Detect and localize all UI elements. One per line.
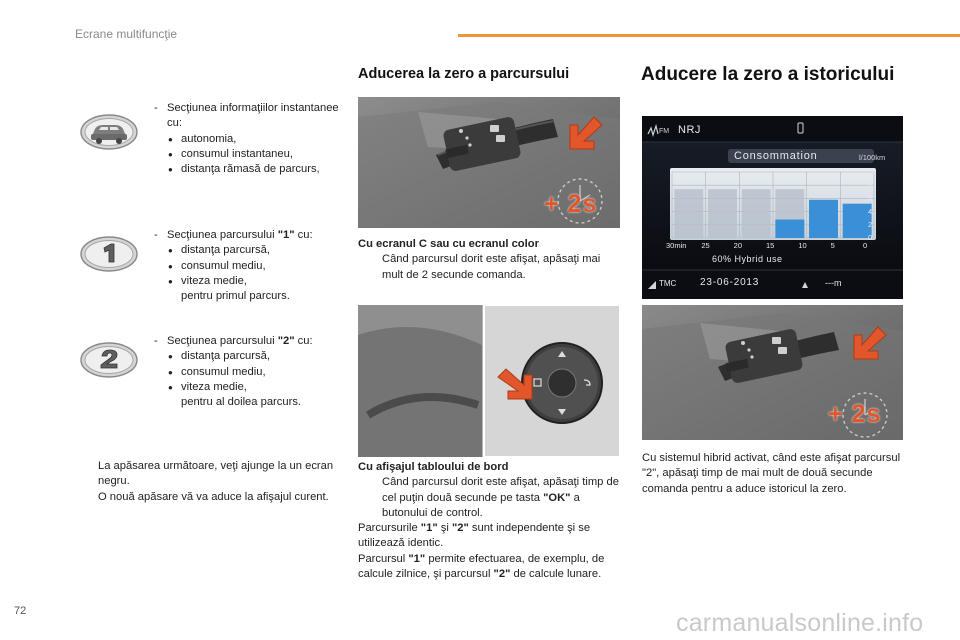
paragraph-1: [358, 521, 626, 552]
instant-section: [154, 101, 344, 177]
x-tick-label: 10: [798, 241, 807, 250]
list-item: ● viteza medie,: [167, 380, 344, 395]
bar-grey-1: [708, 189, 737, 238]
text-run: sunt independente şi se utilizează identic.: [358, 522, 591, 550]
stalk-photo: [358, 97, 620, 228]
running-header: Ecrane multifuncţie: [75, 27, 178, 41]
x-tick-label: 30min: [666, 241, 687, 250]
distance-label: ---m: [825, 278, 842, 288]
trip-ref: "2": [451, 522, 469, 535]
trip-2-intro-pre: Secţiunea parcursului: [167, 335, 278, 347]
dash: -: [154, 335, 158, 347]
trip-1-number: "1": [277, 229, 295, 241]
middle-heading: Aducerea la zero a parcursului: [358, 66, 570, 82]
text-run: de calcule lunare.: [510, 568, 602, 581]
plus-2s-label: + 2s: [544, 190, 598, 218]
trip-ref: "1": [420, 522, 438, 535]
text-run: Parcursurile: [358, 522, 421, 535]
bar-grey-0: [674, 189, 703, 238]
car-icon: [80, 114, 138, 150]
y-tick-label: 0: [868, 233, 873, 242]
stalk-photo-right: [642, 305, 903, 440]
text-run: Parcursul: [358, 552, 409, 565]
trip-1-section: [154, 228, 344, 304]
y-tick-label: 8: [868, 180, 873, 190]
screen-caption-title: Cu ecranul C sau cu ecranul color: [358, 238, 539, 250]
ok-key: "OK": [543, 491, 571, 504]
list-item: ● distanţa parcursă,: [167, 349, 344, 364]
tmc-label: TMC: [659, 279, 677, 288]
consumption-screen: [642, 116, 903, 299]
dash-caption: [358, 460, 626, 582]
instant-intro: Secţiunea informaţiilor instantanee cu:: [167, 102, 339, 130]
x-tick-label: 5: [830, 241, 835, 250]
band-label: FM: [659, 128, 670, 135]
dash: -: [154, 229, 158, 241]
note-line-2: O nouă apăsare vă va aduce la afişajul curent.: [98, 490, 329, 503]
trip-1-intro-post: cu:: [294, 229, 313, 241]
list-item: ● consumul instantaneu,: [167, 147, 344, 162]
right-heading: Aducere la zero a istoricului: [641, 64, 895, 85]
control-button-photo: [358, 305, 620, 457]
list-item: ● autonomia,: [167, 132, 344, 147]
note-line-1: La apăsarea următoare, veţi ajunge la un ecran negru.: [98, 460, 334, 488]
dash-caption-text-post: a butonului de control.: [382, 491, 580, 519]
list-item: ● consumul mediu,: [167, 365, 344, 380]
screen-caption-text: Când parcursul dorit este afişat, apăsaţi mai mult de 2 secunde comanda.: [382, 253, 601, 281]
dash-caption-text-pre: Când parcursul dorit este afişat, apăsaţi timp de cel puţin două secunde pe tasta: [382, 476, 619, 504]
trip-ref: "1": [408, 552, 426, 565]
trip-1-tail: pentru primul parcurs.: [181, 290, 290, 303]
date-label: 23-06-2013: [700, 277, 760, 288]
station-label: NRJ: [678, 124, 701, 136]
trip-2-icon: [80, 342, 138, 378]
x-tick-label: 20: [733, 241, 742, 250]
trip-1-intro-pre: Secţiunea parcursului: [167, 229, 278, 241]
note: [79, 459, 335, 505]
list-item: ● consumul mediu,: [167, 259, 344, 274]
text-run: şi: [437, 522, 452, 535]
plus-2s-label: + 2s: [828, 400, 882, 428]
page-number: 72: [14, 605, 27, 617]
y-tick-label: 4: [868, 206, 873, 216]
y-tick-label: 6: [868, 193, 873, 203]
trip-2-section: [154, 334, 344, 410]
trip-2-intro-post: cu:: [294, 335, 313, 347]
chart-title: Consommation: [734, 150, 818, 162]
text-run: permite efectuarea, de exemplu, de calcule zilnice, şi parcursul: [358, 552, 605, 581]
chart-unit: l/100km: [859, 153, 886, 162]
list-item: ● viteza medie,: [167, 274, 344, 289]
y-tick-label: 10: [868, 167, 877, 176]
x-tick-label: 0: [863, 241, 868, 250]
trip-ref: "2": [493, 568, 511, 581]
paragraph-2: [358, 552, 626, 583]
header-rule: [458, 34, 960, 37]
list-item: ● distanţa rămasă de parcurs,: [167, 162, 344, 177]
trip-2-number: "2": [277, 335, 295, 347]
trip-1-icon: [80, 236, 138, 272]
hybrid-use-label: 60% Hybrid use: [712, 254, 783, 264]
bar-blue-4: [809, 200, 838, 238]
y-tick-label: 2: [868, 219, 873, 229]
dash: -: [154, 102, 158, 114]
x-tick-label: 25: [701, 241, 710, 250]
trip-2-tail: pentru al doilea parcurs.: [181, 396, 302, 409]
bar-grey-2: [742, 189, 771, 238]
screen-caption: [358, 237, 620, 283]
watermark: carmanualsonline.info: [676, 609, 924, 637]
list-item: ● distanţa parcursă,: [167, 243, 344, 258]
right-caption: Cu sistemul hibrid activat, când este afişat parcursul "2", apăsaţi timp de mai mult de două secunde comanda pentru a aduce istoricul la zero.: [642, 452, 901, 495]
dash-caption-title: Cu afişajul tabloului de bord: [358, 461, 509, 473]
bar-blue-3: [775, 220, 804, 238]
x-tick-label: 15: [766, 241, 775, 250]
